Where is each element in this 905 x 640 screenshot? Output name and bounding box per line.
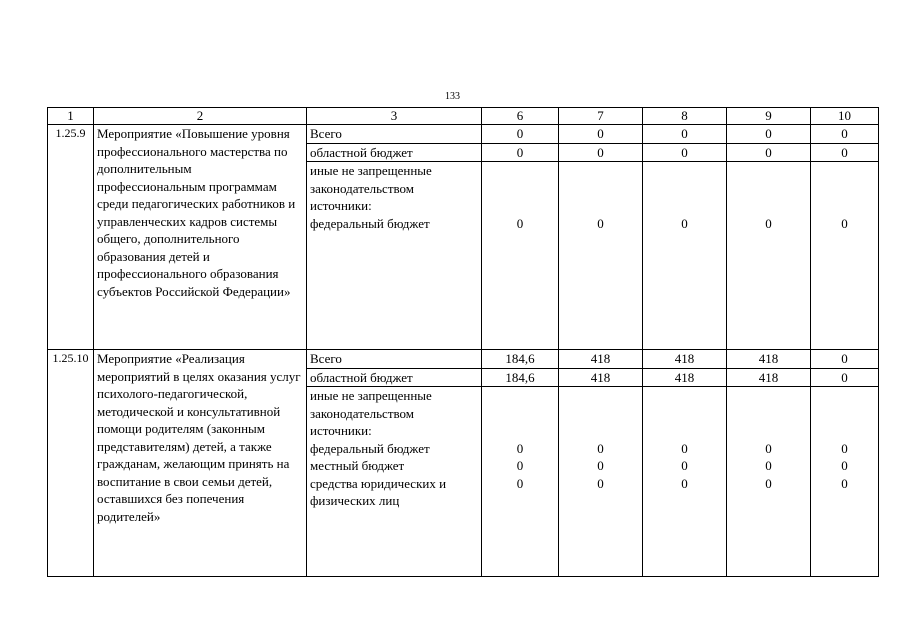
value: 0 xyxy=(765,440,772,456)
value: 0 xyxy=(516,458,524,473)
source-label: средства юридических и физических лиц xyxy=(310,475,447,508)
header-cell: 6 xyxy=(482,108,559,125)
value: 0 xyxy=(516,475,524,491)
activity-code: 1.25.9 xyxy=(48,125,94,350)
value: 0 xyxy=(597,458,604,473)
value-cell xyxy=(559,387,643,577)
header-cell: 10 xyxy=(811,108,879,125)
value: 0 xyxy=(681,215,688,231)
value-cell: 0 xyxy=(643,143,727,162)
other-sources-label: иные не запрещенные законодательством источники: xyxy=(310,163,432,213)
value-cell: 418 xyxy=(727,368,811,387)
value-cell: 0 xyxy=(482,125,559,144)
value-cell: 0 xyxy=(811,350,879,369)
value-cell xyxy=(482,387,559,577)
value: 0 xyxy=(681,458,688,473)
value-cell: 0 xyxy=(727,125,811,144)
value-cell: 0 xyxy=(559,143,643,162)
value: 0 xyxy=(841,215,848,231)
value-cell: 0 xyxy=(482,143,559,162)
header-cell: 9 xyxy=(727,108,811,125)
source-label: федеральный бюджет xyxy=(310,215,430,231)
value-cell: 418 xyxy=(643,350,727,369)
value-cell: 418 xyxy=(727,350,811,369)
value-cell: 0 xyxy=(811,368,879,387)
value: 0 xyxy=(681,475,688,491)
source-label: Всего xyxy=(307,125,482,144)
value-cell: 418 xyxy=(643,368,727,387)
budget-table xyxy=(47,107,879,577)
value-cell xyxy=(727,387,811,577)
activity-code: 1.25.10 xyxy=(48,350,94,577)
value: 0 xyxy=(516,440,524,456)
activity-title: Мероприятие «Реализация мероприятий в целях оказания услуг психолого-педагогической, методической и консультативной помощи родителям (законным представителям) детей, а также гражданам, желающим принять на воспитание в свои семьи детей, оставшихся без попечения родителей» xyxy=(94,350,307,577)
value: 0 xyxy=(765,458,772,473)
value: 0 xyxy=(597,215,604,231)
other-sources-label: иные не запрещенные законодательством источники: xyxy=(310,388,432,438)
header-cell: 1 xyxy=(48,108,94,125)
value-cell: 0 xyxy=(559,125,643,144)
value-cell xyxy=(559,162,643,350)
value-cell xyxy=(482,162,559,350)
header-cell: 7 xyxy=(559,108,643,125)
value: 0 xyxy=(597,440,604,456)
value-cell: 0 xyxy=(727,143,811,162)
value-cell xyxy=(643,162,727,350)
header-row xyxy=(48,108,879,125)
value: 0 xyxy=(841,440,848,456)
value-cell: 184,6 xyxy=(482,368,559,387)
table-row xyxy=(48,125,879,144)
value-cell xyxy=(643,387,727,577)
source-label: местный бюджет xyxy=(310,458,405,473)
value: 0 xyxy=(841,458,848,473)
value-cell: 0 xyxy=(811,125,879,144)
value: 0 xyxy=(765,475,772,491)
source-label: Всего xyxy=(307,350,482,369)
value-cell: 418 xyxy=(559,368,643,387)
value-cell: 418 xyxy=(559,350,643,369)
source-label: федеральный бюджет xyxy=(310,440,430,456)
value-cell xyxy=(811,387,879,577)
value-cell: 0 xyxy=(811,143,879,162)
value: 0 xyxy=(765,215,772,231)
value: 0 xyxy=(516,215,524,231)
source-group xyxy=(307,162,482,350)
value: 0 xyxy=(681,440,688,456)
value-cell: 184,6 xyxy=(482,350,559,369)
value-cell: 0 xyxy=(643,125,727,144)
header-cell: 3 xyxy=(307,108,482,125)
header-cell: 8 xyxy=(643,108,727,125)
header-cell: 2 xyxy=(94,108,307,125)
activity-title: Мероприятие «Повышение уровня профессионального мастерства по дополнительным профессиональным программам среди педагогических работников и управленческих кадров системы общего, дополнительного образования детей и профессионального образования субъектов Российской Федерации» xyxy=(94,125,307,350)
value: 0 xyxy=(841,475,848,491)
page-number: 133 xyxy=(445,91,460,102)
source-label: областной бюджет xyxy=(307,143,482,162)
source-label: областной бюджет xyxy=(307,368,482,387)
value-cell xyxy=(727,162,811,350)
table-row xyxy=(48,350,879,369)
source-group xyxy=(307,387,482,577)
value: 0 xyxy=(597,475,604,491)
value-cell xyxy=(811,162,879,350)
